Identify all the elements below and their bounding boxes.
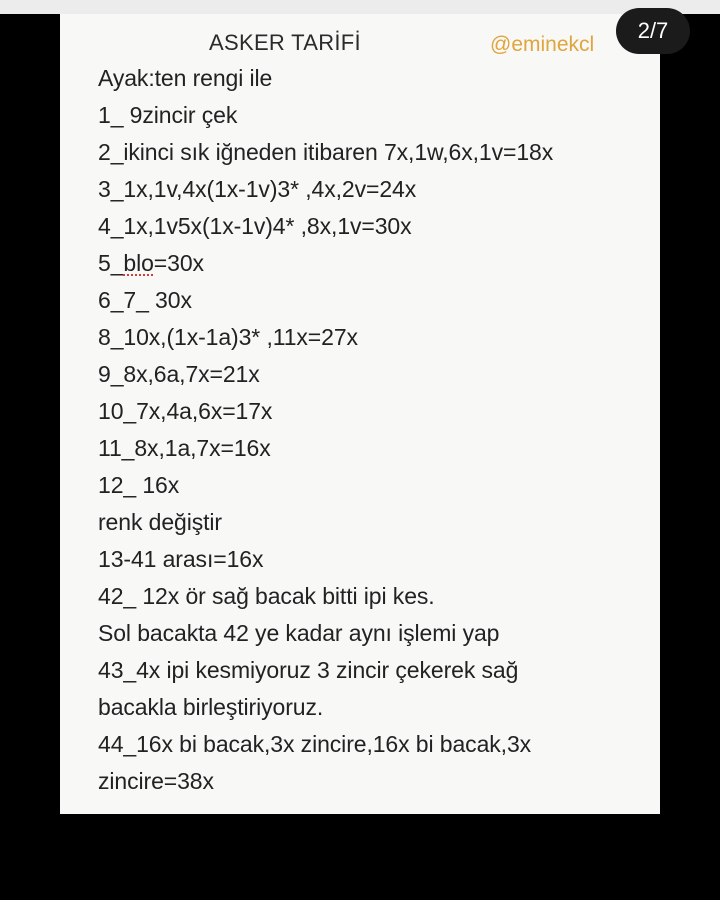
recipe-line: 2_ikinci sık iğneden itibaren 7x,1w,6x,1v=18x bbox=[98, 139, 554, 165]
recipe-line: 44_16x bi bacak,3x zincire,16x bi bacak,3x bbox=[98, 731, 532, 757]
recipe-line: 4_1x,1v5x(1x-1v)4* ,8x,1v=30x bbox=[98, 213, 412, 239]
recipe-line: zincire=38x bbox=[98, 768, 214, 794]
spellcheck-word[interactable]: blo bbox=[123, 250, 154, 276]
recipe-line: 42_ 12x ör sağ bacak bitti ipi kes. bbox=[98, 583, 435, 609]
recipe-line: 12_ 16x bbox=[98, 472, 180, 498]
recipe-line: Ayak:ten rengi ile bbox=[98, 65, 273, 91]
recipe-line: renk değiştir bbox=[98, 509, 222, 535]
recipe-line: 10_7x,4a,6x=17x bbox=[98, 398, 273, 424]
page-indicator-badge: 2/7 bbox=[616, 8, 690, 54]
recipe-line: 3_1x,1v,4x(1x-1v)3* ,4x,2v=24x bbox=[98, 176, 417, 202]
author-handle[interactable]: @eminekcl bbox=[490, 33, 595, 56]
recipe-line: 1_ 9zincir çek bbox=[98, 102, 238, 128]
recipe-line: 6_7_ 30x bbox=[98, 287, 192, 313]
recipe-line: 9_8x,6a,7x=21x bbox=[98, 361, 260, 387]
recipe-line: Sol bacakta 42 ye kadar aynı işlemi yap bbox=[98, 620, 500, 646]
line-suffix: =30x bbox=[153, 250, 204, 276]
top-strip bbox=[0, 0, 720, 14]
recipe-line: 13-41 arası=16x bbox=[98, 546, 264, 572]
recipe-line bbox=[98, 248, 553, 285]
recipe-line: 43_4x ipi kesmiyoruz 3 zincir çekerek sağ bbox=[98, 657, 519, 683]
recipe-line: 11_8x,1a,7x=16x bbox=[98, 435, 271, 461]
note-page bbox=[60, 14, 660, 814]
recipe-line: 8_10x,(1x-1a)3* ,11x=27x bbox=[98, 324, 358, 350]
page-title: ASKER TARİFİ bbox=[209, 30, 361, 55]
recipe-line: bacakla birleştiriyoruz. bbox=[98, 694, 324, 720]
line-prefix: 5_ bbox=[98, 250, 124, 276]
recipe-lines bbox=[98, 63, 553, 803]
